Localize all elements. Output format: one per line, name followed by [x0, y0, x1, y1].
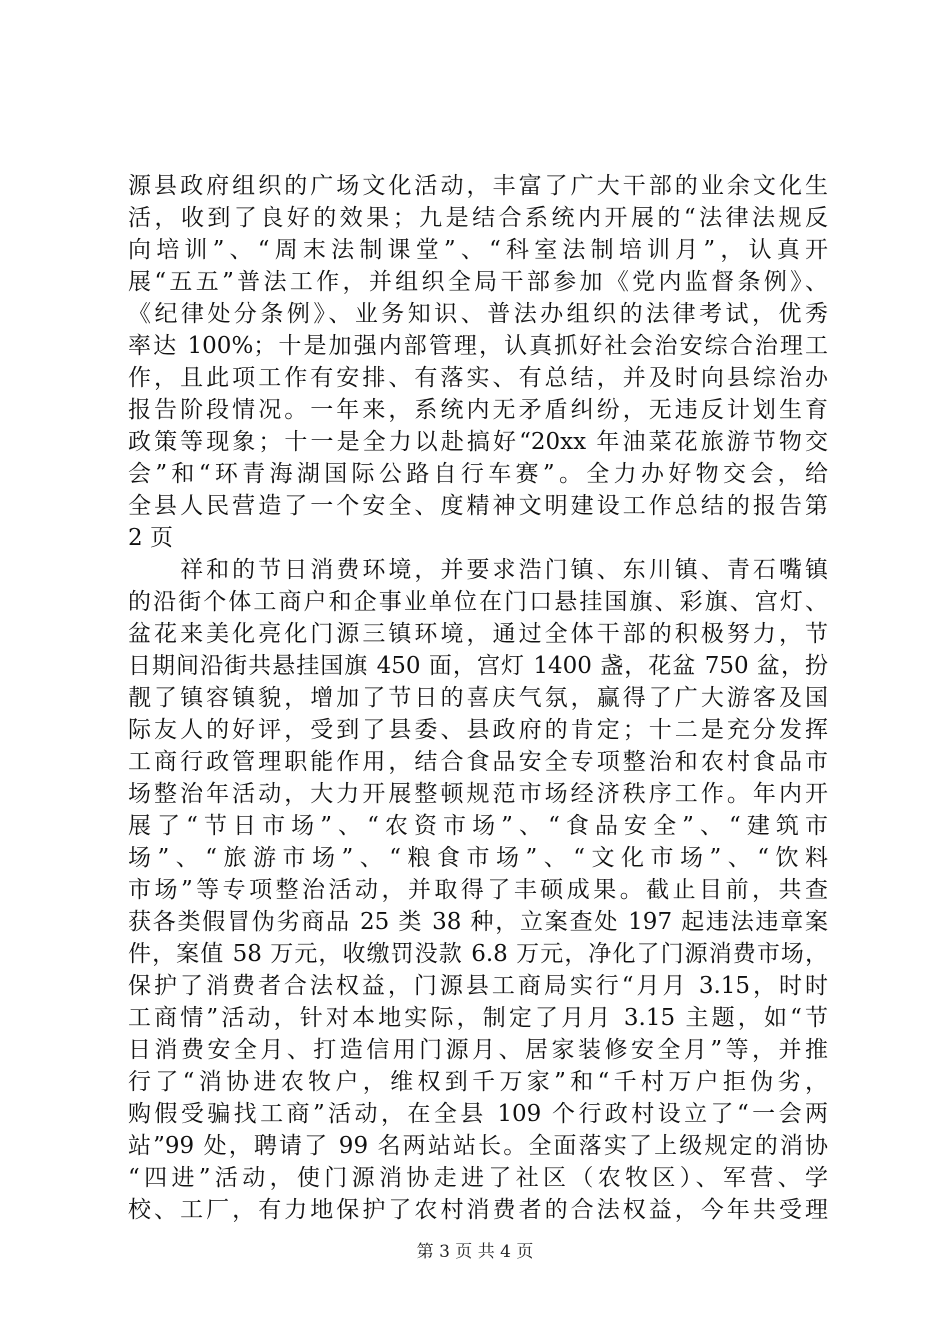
- text-line: 校、工厂，有力地保护了农村消费者的合法权益，今年共受理: [128, 1197, 828, 1223]
- text-line: 场整治年活动，大力开展整顿规范市场经济秩序工作。年内开: [128, 781, 828, 807]
- text-line: “四进”活动，使门源消协走进了社区（农牧区）、军营、学: [128, 1165, 828, 1191]
- text-line: 2 页: [128, 525, 173, 551]
- text-line: 日期间沿街共悬挂国旗 450 面，宫灯 1400 盏，花盆 750 盆，扮: [128, 653, 828, 679]
- page-footer: [0, 1241, 950, 1263]
- text-line: 活，收到了良好的效果；九是结合系统内开展的“法律法规反: [128, 205, 828, 231]
- text-line: 市场”等专项整治活动，并取得了丰硕成果。截止目前，共查: [128, 877, 828, 903]
- text-line: 报告阶段情况。一年来，系统内无矛盾纠纷，无违反计划生育: [128, 397, 828, 423]
- paragraph-2: [128, 554, 828, 1226]
- text-line: 祥和的节日消费环境，并要求浩门镇、东川镇、青石嘴镇: [128, 557, 828, 583]
- text-line: 展“五五”普法工作，并组织全局干部参加《党内监督条例》、: [128, 269, 828, 295]
- text-line: 政策等现象；十一是全力以赴搞好“20xx 年油菜花旅游节物交: [128, 429, 828, 455]
- text-line: 保护了消费者合法权益，门源县工商局实行“月月 3.15，时时: [128, 973, 828, 999]
- text-line: 场”、“旅游市场”、“粮食市场”、“文化市场”、“饮料: [128, 845, 828, 871]
- page-number-label: 第 3 页 共 4 页: [416, 1242, 534, 1262]
- text-line: 日消费安全月、打造信用门源月、居家装修安全月”等，并推: [128, 1037, 828, 1063]
- paragraph-1: [128, 170, 828, 554]
- text-line: 靓了镇容镇貌，增加了节日的喜庆气氛，赢得了广大游客及国: [128, 685, 828, 711]
- text-line: 际友人的好评，受到了县委、县政府的肯定；十二是充分发挥: [128, 717, 828, 743]
- text-line: 全县人民营造了一个安全、度精神文明建设工作总结的报告第: [128, 493, 828, 519]
- text-line: 件，案值 58 万元，收缴罚没款 6.8 万元，净化了门源消费市场，: [128, 941, 828, 967]
- text-line: 作，且此项工作有安排、有落实、有总结，并及时向县综治办: [128, 365, 828, 391]
- text-line: 源县政府组织的广场文化活动，丰富了广大干部的业余文化生: [128, 173, 828, 199]
- text-line: 工商情”活动，针对本地实际，制定了月月 3.15 主题，如“节: [128, 1005, 828, 1031]
- text-line: 《纪律处分条例》、业务知识、普法办组织的法律考试，优秀: [128, 301, 828, 327]
- text-line: 行了“消协进农牧户，维权到千万家”和“千村万户拒伪劣，: [128, 1069, 828, 1095]
- text-line: 向培训”、“周末法制课堂”、“科室法制培训月”，认真开: [128, 237, 828, 263]
- text-line: 工商行政管理职能作用，结合食品安全专项整治和农村食品市: [128, 749, 828, 775]
- text-line: 展了“节日市场”、“农资市场”、“食品安全”、“建筑市: [128, 813, 828, 839]
- text-line: 率达 100%；十是加强内部管理，认真抓好社会治安综合治理工: [128, 333, 828, 359]
- text-line: 购假受骗找工商”活动，在全县 109 个行政村设立了“一会两: [128, 1101, 828, 1127]
- text-line: 盆花来美化亮化门源三镇环境，通过全体干部的积极努力，节: [128, 621, 828, 647]
- text-line: 获各类假冒伪劣商品 25 类 38 种，立案查处 197 起违法违章案: [128, 909, 828, 935]
- text-line: 的沿街个体工商户和企事业单位在门口悬挂国旗、彩旗、宫灯、: [128, 589, 828, 615]
- text-line: 会”和“环青海湖国际公路自行车赛”。全力办好物交会，给: [128, 461, 828, 487]
- text-line: 站”99 处，聘请了 99 名两站站长。全面落实了上级规定的消协: [128, 1133, 828, 1159]
- document-body: [128, 170, 828, 1226]
